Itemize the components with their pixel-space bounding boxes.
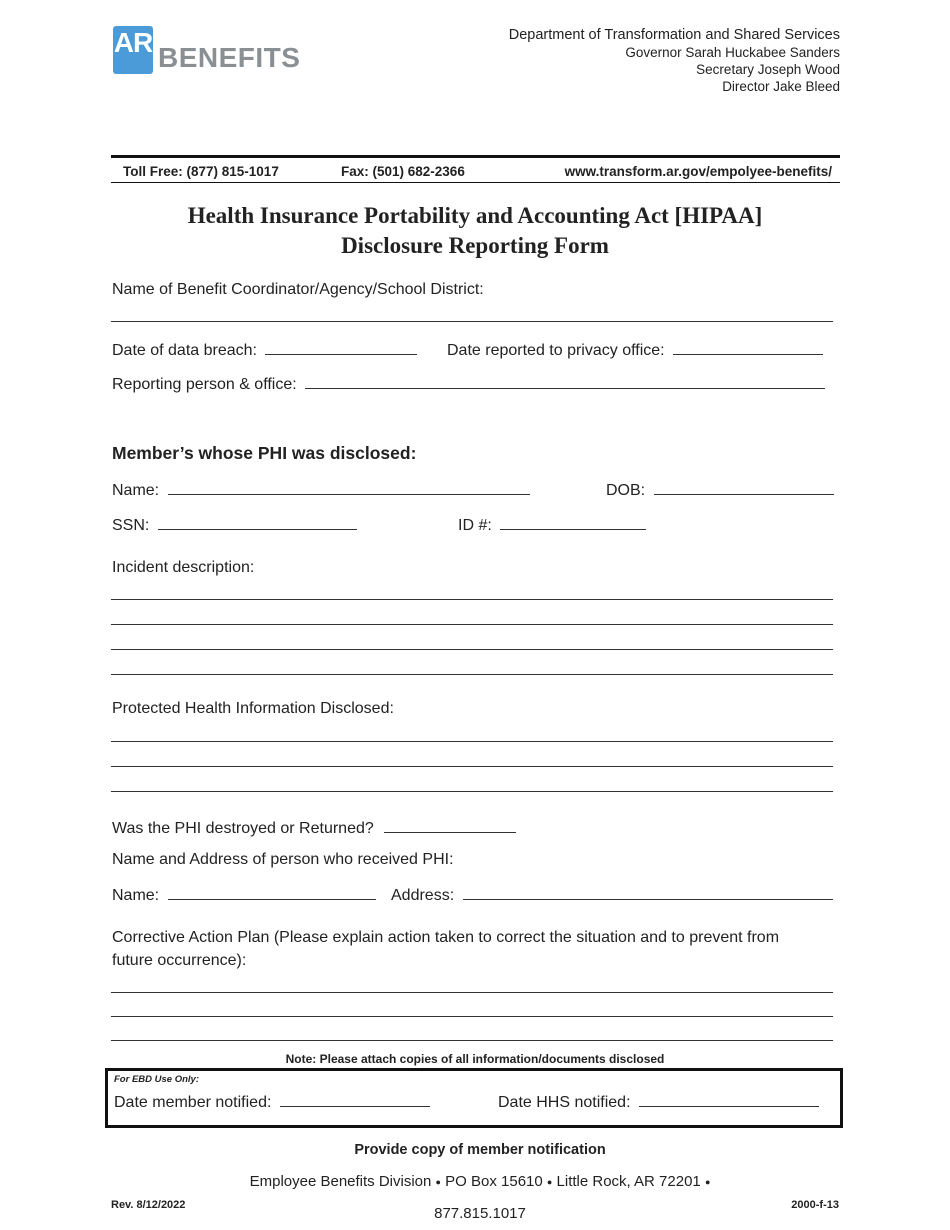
id-label: ID #: xyxy=(458,517,492,534)
reporting-person-label: Reporting person & office: xyxy=(112,376,297,393)
toll-free-number: Toll Free: (877) 815-1017 xyxy=(123,164,279,179)
ssn-field[interactable] xyxy=(158,515,357,530)
footer-phone: 877.815.1017 xyxy=(434,1205,526,1222)
member-notified-field[interactable] xyxy=(280,1092,430,1107)
reported-date-field[interactable] xyxy=(673,340,823,355)
footer-address xyxy=(0,1173,950,1190)
hhs-notified-field[interactable] xyxy=(639,1092,819,1107)
fax-number: Fax: (501) 682-2366 xyxy=(341,164,465,179)
recipient-address-label: Address: xyxy=(391,887,455,904)
bullet-separator: ● xyxy=(704,1177,711,1188)
provide-copy-note: Provide copy of member notification xyxy=(354,1142,606,1158)
corrective-line[interactable] xyxy=(111,992,833,993)
governor-name: Governor Sarah Huckabee Sanders xyxy=(625,45,840,60)
members-heading: Member’s whose PHI was disclosed: xyxy=(112,443,417,463)
incident-line[interactable] xyxy=(111,649,833,650)
ssn-label: SSN: xyxy=(112,517,150,534)
secretary-name: Secretary Joseph Wood xyxy=(696,62,840,77)
ebd-use-only-label: For EBD Use Only: xyxy=(114,1074,199,1085)
phi-disclosed-line[interactable] xyxy=(111,741,833,742)
corrective-line[interactable] xyxy=(111,1040,833,1041)
director-name: Director Jake Bleed xyxy=(722,79,840,94)
footer-po-box: PO Box 15610 xyxy=(445,1173,543,1190)
recipient-address-field[interactable] xyxy=(463,885,833,900)
member-name-field[interactable] xyxy=(168,480,530,495)
breach-date-label: Date of data breach: xyxy=(112,342,257,359)
revision-date: Rev. 8/12/2022 xyxy=(111,1199,186,1211)
footer-division: Employee Benefits Division xyxy=(249,1173,432,1190)
breach-date-field[interactable] xyxy=(265,340,417,355)
corrective-label-line-2: future occurrence): xyxy=(112,952,247,969)
phi-disclosed-label: Protected Health Information Disclosed: xyxy=(112,700,394,717)
contact-bar xyxy=(111,155,840,183)
reporting-person-field[interactable] xyxy=(305,374,825,389)
coordinator-label: Name of Benefit Coordinator/Agency/School District: xyxy=(112,281,484,298)
incident-line[interactable] xyxy=(111,674,833,675)
ebd-use-only-box xyxy=(105,1068,843,1128)
footer-city: Little Rock, AR 72201 xyxy=(556,1173,701,1190)
corrective-line[interactable] xyxy=(111,1016,833,1017)
recipient-name-label: Name: xyxy=(112,887,160,904)
dob-label: DOB: xyxy=(606,482,646,499)
corrective-label-line-1: Corrective Action Plan (Please explain action taken to correct the situation and to prevent from xyxy=(112,929,780,946)
hhs-notified-label: Date HHS notified: xyxy=(498,1094,631,1111)
logo-ar-text: AR xyxy=(113,27,153,58)
incident-line[interactable] xyxy=(111,624,833,625)
form-title-line-1: Health Insurance Portability and Accounting Act [HIPAA] xyxy=(187,203,763,228)
incident-label: Incident description: xyxy=(112,559,255,576)
member-name-label: Name: xyxy=(112,482,160,499)
reported-date-label: Date reported to privacy office: xyxy=(447,342,665,359)
bullet-separator: ● xyxy=(546,1177,553,1188)
member-notified-label: Date member notified: xyxy=(114,1094,272,1111)
phi-disclosed-line[interactable] xyxy=(111,766,833,767)
form-title-line-2: Disclosure Reporting Form xyxy=(341,233,609,258)
logo-benefits-text: BENEFITS xyxy=(158,42,301,73)
department-name: Department of Transformation and Shared Services xyxy=(508,27,840,43)
dob-field[interactable] xyxy=(654,480,834,495)
bullet-separator: ● xyxy=(435,1177,441,1188)
incident-line[interactable] xyxy=(111,599,833,600)
phi-disclosed-line[interactable] xyxy=(111,791,833,792)
form-number: 2000-f-13 xyxy=(791,1199,839,1211)
id-field[interactable] xyxy=(500,515,646,530)
phi-destroyed-label: Was the PHI destroyed or Returned? xyxy=(112,820,374,837)
attach-note: Note: Please attach copies of all information/documents disclosed xyxy=(285,1052,665,1066)
recipient-name-field[interactable] xyxy=(168,885,376,900)
phi-destroyed-field[interactable] xyxy=(384,818,516,833)
recipient-label: Name and Address of person who received PHI: xyxy=(112,851,454,868)
website-link[interactable]: www.transform.ar.gov/empolyee-benefits/ xyxy=(564,164,832,179)
coordinator-field[interactable] xyxy=(111,321,833,322)
